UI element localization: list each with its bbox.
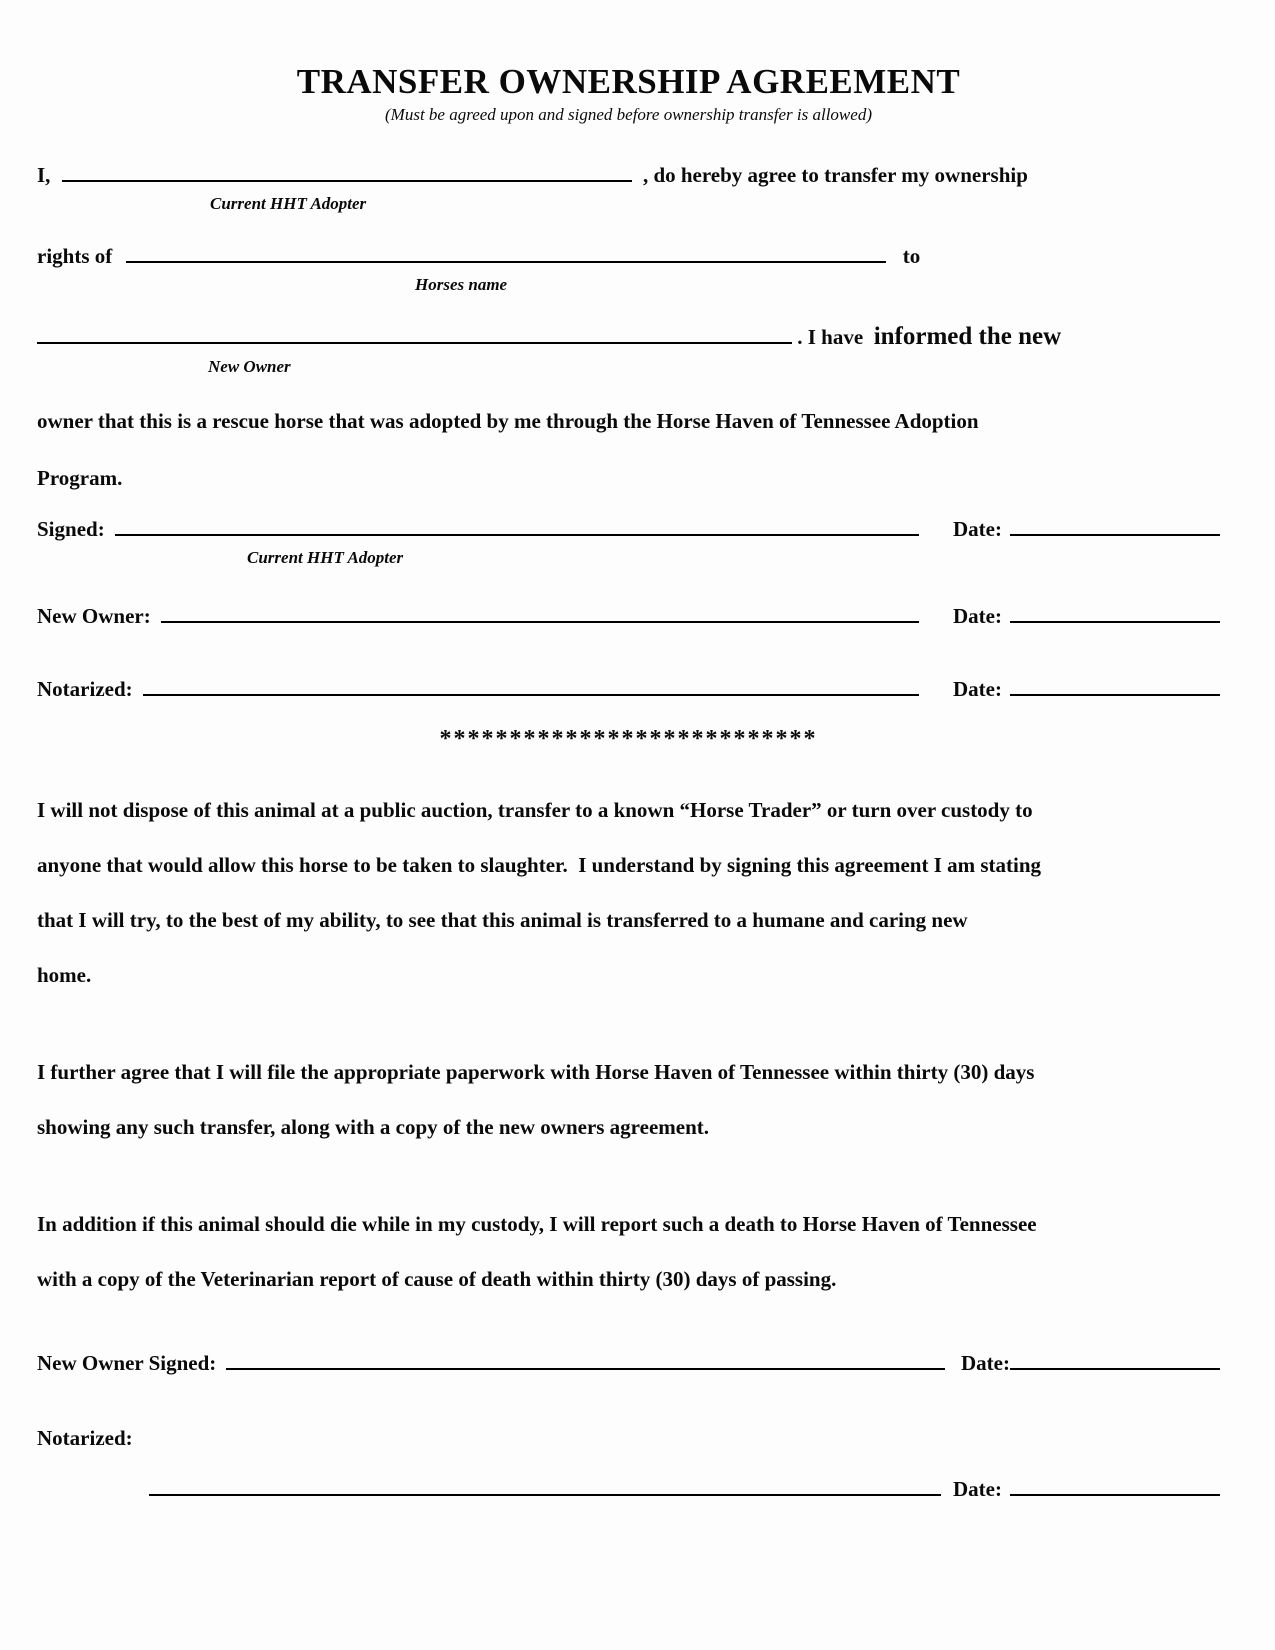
footer-notarized-blank — [149, 1492, 941, 1496]
current-adopter-blank — [62, 178, 632, 182]
signed-row — [37, 517, 1220, 542]
adopter-line — [37, 163, 1220, 188]
signed-blank — [115, 532, 919, 536]
footer-new-owner-signed-label: New Owner Signed: — [37, 1351, 217, 1375]
notarized-row — [37, 677, 1220, 702]
clause-paperwork — [37, 1045, 1220, 1155]
signed-label: Signed: — [37, 517, 105, 541]
horse-name-suffix: to — [902, 244, 921, 268]
notarized-label: Notarized: — [37, 677, 133, 701]
notarized-date-blank — [1010, 692, 1220, 696]
current-adopter-caption: Current HHT Adopter — [210, 194, 367, 213]
new-owner-date-label: Date: — [953, 604, 1002, 628]
clause-line: home. — [37, 963, 92, 987]
page-title: TRANSFER OWNERSHIP AGREEMENT — [296, 62, 961, 101]
signed-date-blank — [1010, 532, 1220, 536]
clause-line: I will not dispose of this animal at a public auction, transfer to a known “Horse Trader” or turn over custody to — [37, 798, 1033, 822]
new-owner-date-blank — [1010, 619, 1220, 623]
new-owner-blank — [37, 340, 792, 344]
clause-line: I further agree that I will file the appropriate paperwork with Horse Haven of Tennessee within thirty (30) days — [37, 1060, 1035, 1084]
new-owner-suffix-small: . I have — [797, 325, 869, 349]
horse-name-prefix: rights of — [37, 244, 113, 268]
adopter-line-suffix: , do hereby agree to transfer my ownership — [642, 163, 1028, 187]
intro-paragraph-line2: Program. — [37, 466, 123, 490]
new-owner-sign-row — [37, 604, 1220, 629]
clause-no-auction — [37, 783, 1220, 1003]
clause-line: with a copy of the Veterinarian report of cause of death within thirty (30) days of passing. — [37, 1267, 837, 1291]
footer-notarized-label: Notarized: — [37, 1426, 133, 1450]
asterisk-divider: *************************** — [439, 726, 818, 752]
footer-notarized-date-label: Date: — [953, 1477, 1002, 1501]
footer-notarized-date-blank — [1010, 1492, 1220, 1496]
signed-caption: Current HHT Adopter — [247, 548, 404, 567]
clause-line: In addition if this animal should die while in my custody, I will report such a death to Horse Haven of Tennessee — [37, 1212, 1037, 1236]
clause-line: showing any such transfer, along with a copy of the new owners agreement. — [37, 1115, 709, 1139]
footer-signed-date-label: Date: — [961, 1351, 1010, 1375]
horse-name-line — [37, 244, 1220, 269]
horse-name-caption: Horses name — [415, 275, 508, 294]
new-owner-suffix-large: informed the new — [873, 323, 1062, 350]
footer-notarized-row — [37, 1477, 1220, 1502]
signed-date-label: Date: — [953, 517, 1002, 541]
footer-signed-date-blank — [1010, 1366, 1220, 1370]
intro-paragraph-line1: owner that this is a rescue horse that was adopted by me through the Horse Haven of Tennessee Adoption — [37, 409, 979, 433]
new-owner-line — [37, 323, 1220, 351]
adopter-line-prefix: I, — [37, 163, 51, 187]
clause-line: that I will try, to the best of my ability, to see that this animal is transferred to a humane and caring new — [37, 908, 968, 932]
footer-new-owner-signed-blank — [226, 1366, 945, 1370]
footer-new-owner-signed-row — [37, 1351, 1220, 1376]
new-owner-caption: New Owner — [208, 357, 291, 376]
new-owner-sign-blank — [161, 619, 919, 623]
horse-name-blank — [126, 259, 886, 263]
notarized-blank — [143, 692, 919, 696]
clause-death-report — [37, 1197, 1220, 1307]
notarized-date-label: Date: — [953, 677, 1002, 701]
new-owner-sign-label: New Owner: — [37, 604, 151, 628]
page-subtitle: (Must be agreed upon and signed before ownership transfer is allowed) — [385, 105, 872, 124]
clause-line: anyone that would allow this horse to be taken to slaughter. I understand by signing this agreement I am stating — [37, 853, 1042, 877]
